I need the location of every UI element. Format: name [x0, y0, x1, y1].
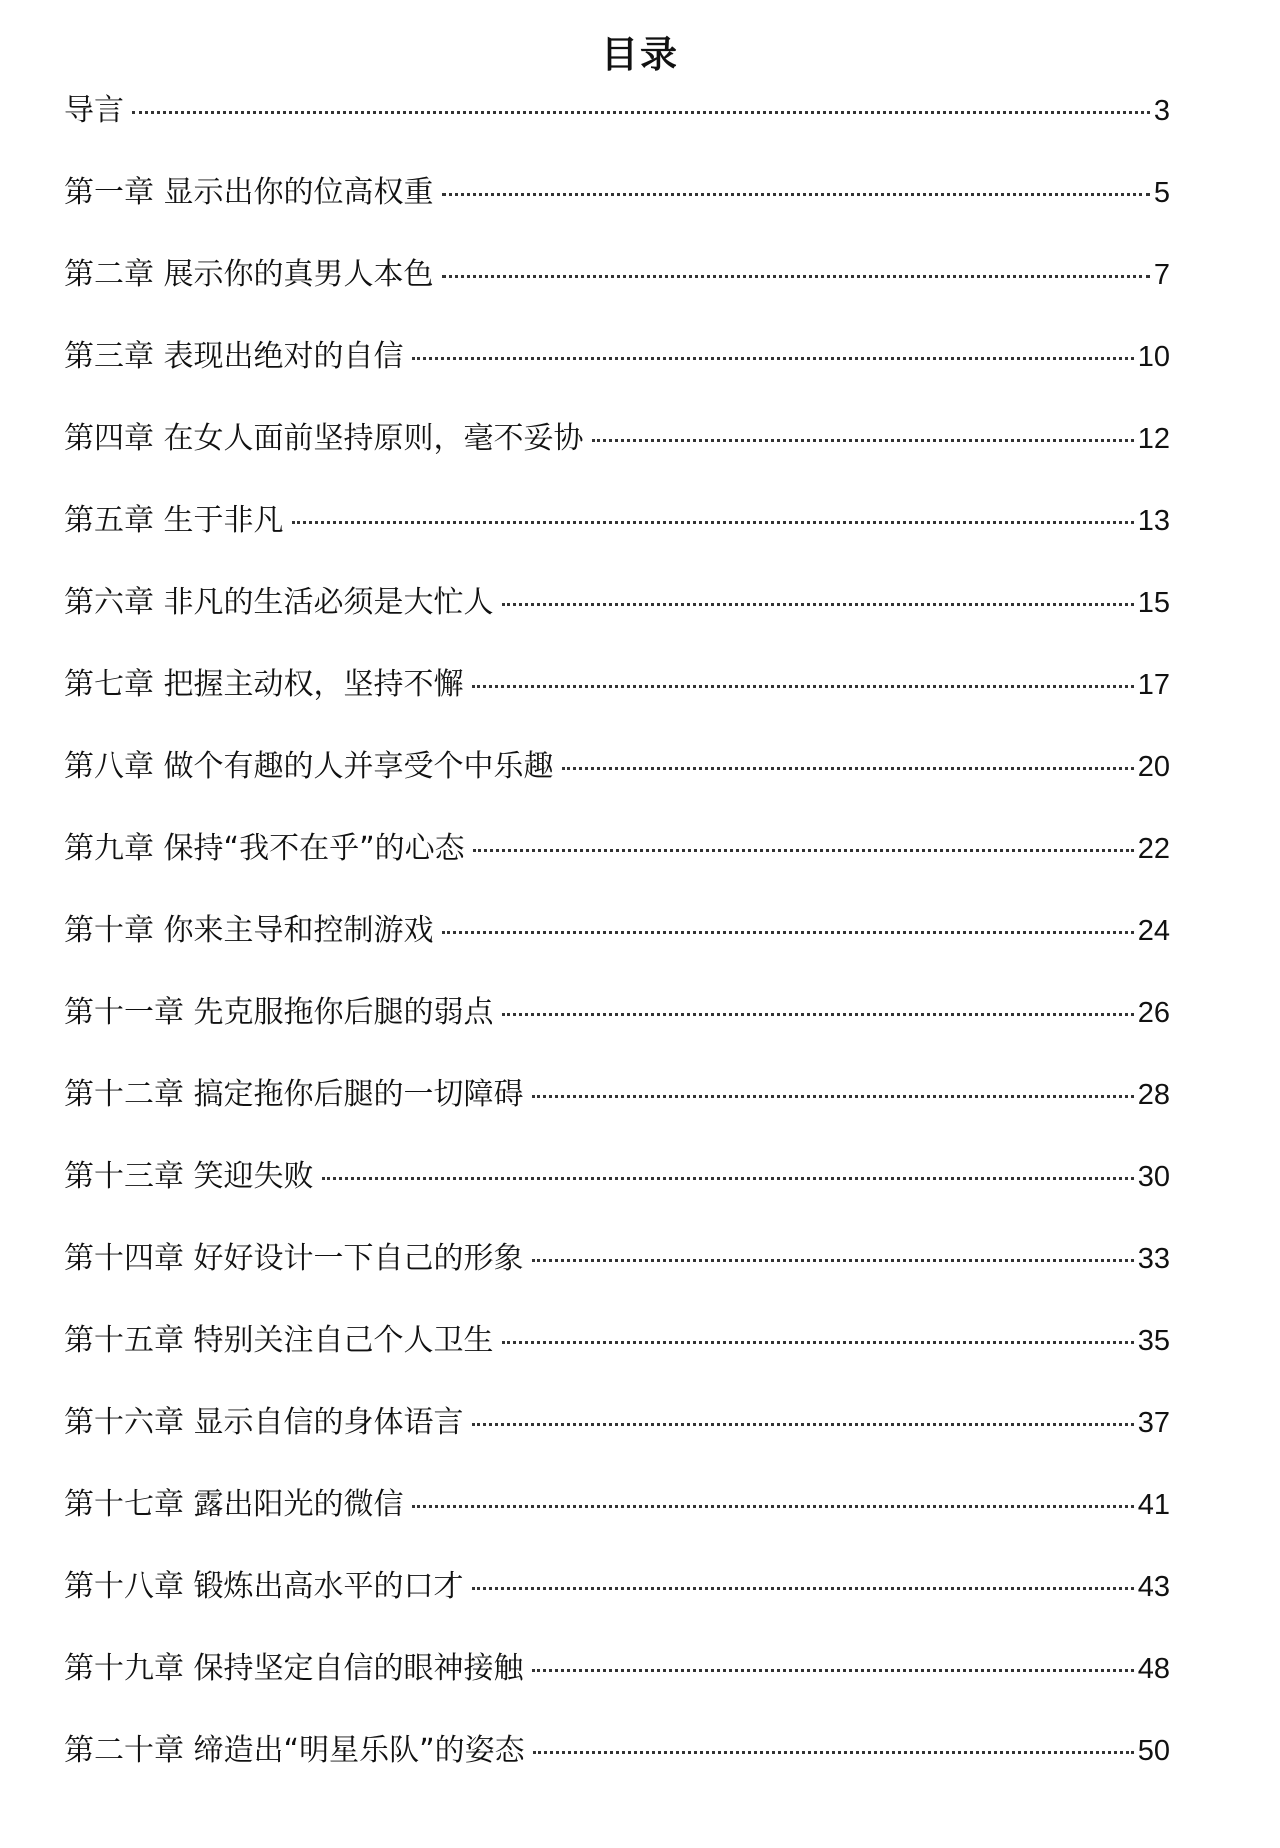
toc-entry-label: 第六章 非凡的生活必须是大忙人: [64, 585, 494, 620]
toc-entry-label: 第十六章 显示自信的身体语言: [64, 1405, 464, 1440]
toc-entry-page-number: 26: [1137, 997, 1170, 1029]
toc-entry-page-number: 13: [1137, 505, 1170, 537]
toc-entry-page-number: 28: [1137, 1079, 1170, 1111]
toc-entry[interactable]: [64, 1241, 1170, 1323]
dot-leader: [502, 1013, 1134, 1016]
toc-entry[interactable]: [64, 93, 1170, 175]
dot-leader: [532, 1669, 1134, 1672]
toc-entry-page-number: 7: [1153, 259, 1170, 291]
toc-entry[interactable]: [64, 667, 1170, 749]
toc-entry-page-number: 5: [1153, 177, 1170, 209]
toc-entry-page-number: 37: [1137, 1407, 1170, 1439]
toc-entry-label: 第十三章 笑迎失败: [64, 1159, 314, 1194]
toc-entry[interactable]: [64, 585, 1170, 667]
dot-leader: [442, 275, 1150, 278]
toc-entry[interactable]: [64, 257, 1170, 339]
toc-entry-page-number: 22: [1137, 833, 1170, 865]
toc-entry-page-number: 20: [1137, 751, 1170, 783]
dot-leader: [562, 767, 1134, 770]
toc-entry-label: 第十九章 保持坚定自信的眼神接触: [64, 1651, 524, 1686]
dot-leader: [502, 603, 1134, 606]
toc-entry[interactable]: [64, 1405, 1170, 1487]
toc-entry[interactable]: [64, 503, 1170, 585]
toc-entry[interactable]: [64, 831, 1170, 913]
dot-leader: [472, 1587, 1134, 1590]
dot-leader: [132, 111, 1150, 114]
toc-entry-label: 导言: [64, 93, 124, 128]
toc-entry-label: 第七章 把握主动权，坚持不懈: [64, 667, 464, 702]
toc-entry-label: 第五章 生于非凡: [64, 503, 284, 538]
toc-entry-page-number: 12: [1137, 423, 1170, 455]
toc-entry-page-number: 33: [1137, 1243, 1170, 1275]
dot-leader: [473, 849, 1134, 852]
toc-entry-page-number: 30: [1137, 1161, 1170, 1193]
toc-entry-label: 第十一章 先克服拖你后腿的弱点: [64, 995, 494, 1030]
toc-list: [64, 93, 1170, 1815]
toc-entry[interactable]: [64, 1569, 1170, 1651]
dot-leader: [322, 1177, 1134, 1180]
dot-leader: [533, 1751, 1134, 1754]
dot-leader: [442, 931, 1134, 934]
toc-entry-label: 第十二章 搞定拖你后腿的一切障碍: [64, 1077, 524, 1112]
toc-entry[interactable]: [64, 1159, 1170, 1241]
dot-leader: [442, 193, 1150, 196]
toc-entry-label: 第八章 做个有趣的人并享受个中乐趣: [64, 749, 554, 784]
toc-entry-page-number: 10: [1137, 341, 1170, 373]
dot-leader: [472, 685, 1134, 688]
dot-leader: [412, 357, 1134, 360]
toc-entry-label: 第二章 展示你的真男人本色: [64, 257, 434, 292]
dot-leader: [532, 1095, 1134, 1098]
toc-entry-label: 第十五章 特别关注自己个人卫生: [64, 1323, 494, 1358]
dot-leader: [502, 1341, 1134, 1344]
toc-entry-page-number: 41: [1137, 1489, 1170, 1521]
toc-entry[interactable]: [64, 339, 1170, 421]
toc-entry-label: 第一章 显示出你的位高权重: [64, 175, 434, 210]
dot-leader: [292, 521, 1134, 524]
toc-entry[interactable]: [64, 995, 1170, 1077]
toc-entry[interactable]: [64, 1323, 1170, 1405]
dot-leader: [412, 1505, 1134, 1508]
toc-entry[interactable]: [64, 421, 1170, 503]
toc-entry[interactable]: [64, 1651, 1170, 1733]
toc-entry[interactable]: [64, 175, 1170, 257]
toc-entry-label: 第九章 保持“我不在乎”的心态: [64, 831, 465, 866]
toc-entry-label: 第十八章 锻炼出高水平的口才: [64, 1569, 464, 1604]
toc-entry-label: 第十四章 好好设计一下自己的形象: [64, 1241, 524, 1276]
dot-leader: [532, 1259, 1134, 1262]
toc-entry-page-number: 17: [1137, 669, 1170, 701]
toc-entry-label: 第三章 表现出绝对的自信: [64, 339, 404, 374]
toc-entry[interactable]: [64, 913, 1170, 995]
dot-leader: [592, 439, 1134, 442]
toc-entry-page-number: 24: [1137, 915, 1170, 947]
toc-entry-page-number: 50: [1137, 1735, 1170, 1767]
toc-entry-page-number: 43: [1137, 1571, 1170, 1603]
toc-entry-page-number: 3: [1153, 95, 1170, 127]
toc-entry[interactable]: [64, 1733, 1170, 1815]
toc-title: 目录: [601, 33, 679, 76]
toc-entry-page-number: 35: [1137, 1325, 1170, 1357]
toc-entry[interactable]: [64, 1077, 1170, 1159]
toc-entry[interactable]: [64, 749, 1170, 831]
toc-entry[interactable]: [64, 1487, 1170, 1569]
toc-entry-page-number: 15: [1137, 587, 1170, 619]
toc-entry-page-number: 48: [1137, 1653, 1170, 1685]
toc-entry-label: 第四章 在女人面前坚持原则，毫不妥协: [64, 421, 584, 456]
toc-entry-label: 第十七章 露出阳光的微信: [64, 1487, 404, 1522]
dot-leader: [472, 1423, 1134, 1426]
toc-entry-label: 第十章 你来主导和控制游戏: [64, 913, 434, 948]
toc-entry-label: 第二十章 缔造出“明星乐队”的姿态: [64, 1733, 525, 1768]
